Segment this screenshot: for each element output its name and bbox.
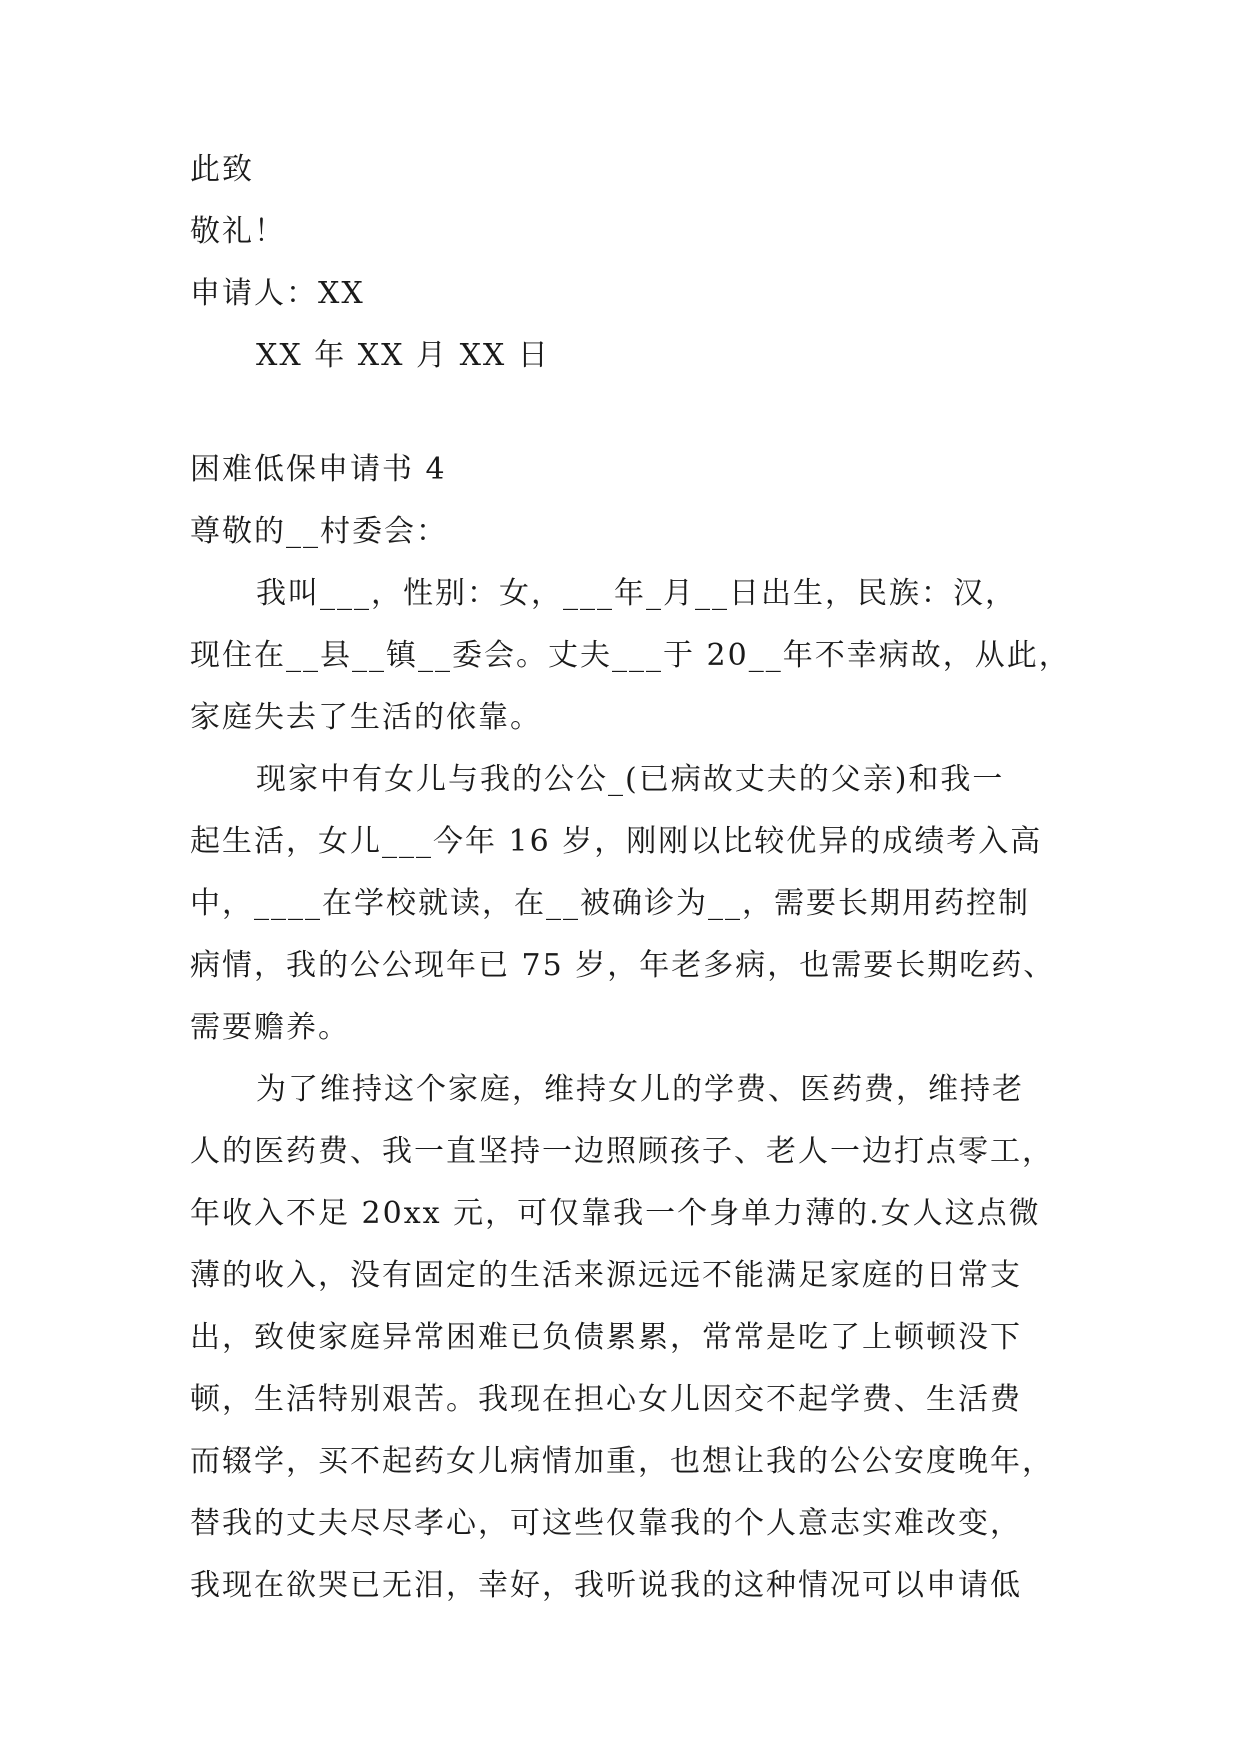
paragraph-3-line-6: 顿，生活特别艰苦。我现在担心女儿因交不起学费、生活费 [190, 1382, 1022, 1417]
closing-line-2: 敬礼！ [190, 214, 286, 249]
applicant-signature: 申请人：XX [190, 276, 365, 311]
paragraph-2-line-4: 病情，我的公公现年已 75 岁，年老多病，也需要长期吃药、 [190, 948, 1056, 983]
signature-date: XX 年 XX 月 XX 日 [256, 338, 550, 373]
paragraph-1-line-3: 家庭失去了生活的依靠。 [190, 700, 542, 735]
paragraph-3-line-7: 而辍学，买不起药女儿病情加重，也想让我的公公安度晚年， [190, 1444, 1054, 1479]
paragraph-3-line-1: 为了维持这个家庭，维持女儿的学费、医药费，维持老 [256, 1072, 1024, 1107]
paragraph-1-line-1: 我叫___，性别：女，___年_月__日出生，民族：汉， [256, 576, 1017, 611]
paragraph-3-line-9: 我现在欲哭已无泪，幸好，我听说我的这种情况可以申请低 [190, 1568, 1022, 1603]
paragraph-3-line-8: 替我的丈夫尽尽孝心，可这些仅靠我的个人意志实难改变， [190, 1506, 1022, 1541]
paragraph-3-line-4: 薄的收入，没有固定的生活来源远远不能满足家庭的日常支 [190, 1258, 1022, 1293]
letter-title: 困难低保申请书 4 [190, 452, 447, 487]
closing-line-1: 此致 [190, 152, 254, 187]
paragraph-3-line-5: 出，致使家庭异常困难已负债累累，常常是吃了上顿顿没下 [190, 1320, 1022, 1355]
paragraph-2-line-1: 现家中有女儿与我的公公_(已病故丈夫的父亲)和我一 [256, 762, 1005, 797]
paragraph-2-line-5: 需要赡养。 [190, 1010, 350, 1045]
paragraph-3-line-2: 人的医药费、我一直坚持一边照顾孩子、老人一边打点零工， [190, 1134, 1054, 1169]
letter-salutation: 尊敬的__村委会： [190, 514, 448, 549]
paragraph-2-line-3: 中，____在学校就读，在__被确诊为__，需要长期用药控制 [190, 886, 1030, 921]
paragraph-1-line-2: 现住在__县__镇__委会。丈夫___于 20__年不幸病故，从此， [190, 638, 1071, 673]
paragraph-3-line-3: 年收入不足 20xx 元，可仅靠我一个身单力薄的.女人这点微 [190, 1196, 1041, 1231]
paragraph-2-line-2: 起生活，女儿___今年 16 岁，刚刚以比较优异的成绩考入高 [190, 824, 1043, 859]
